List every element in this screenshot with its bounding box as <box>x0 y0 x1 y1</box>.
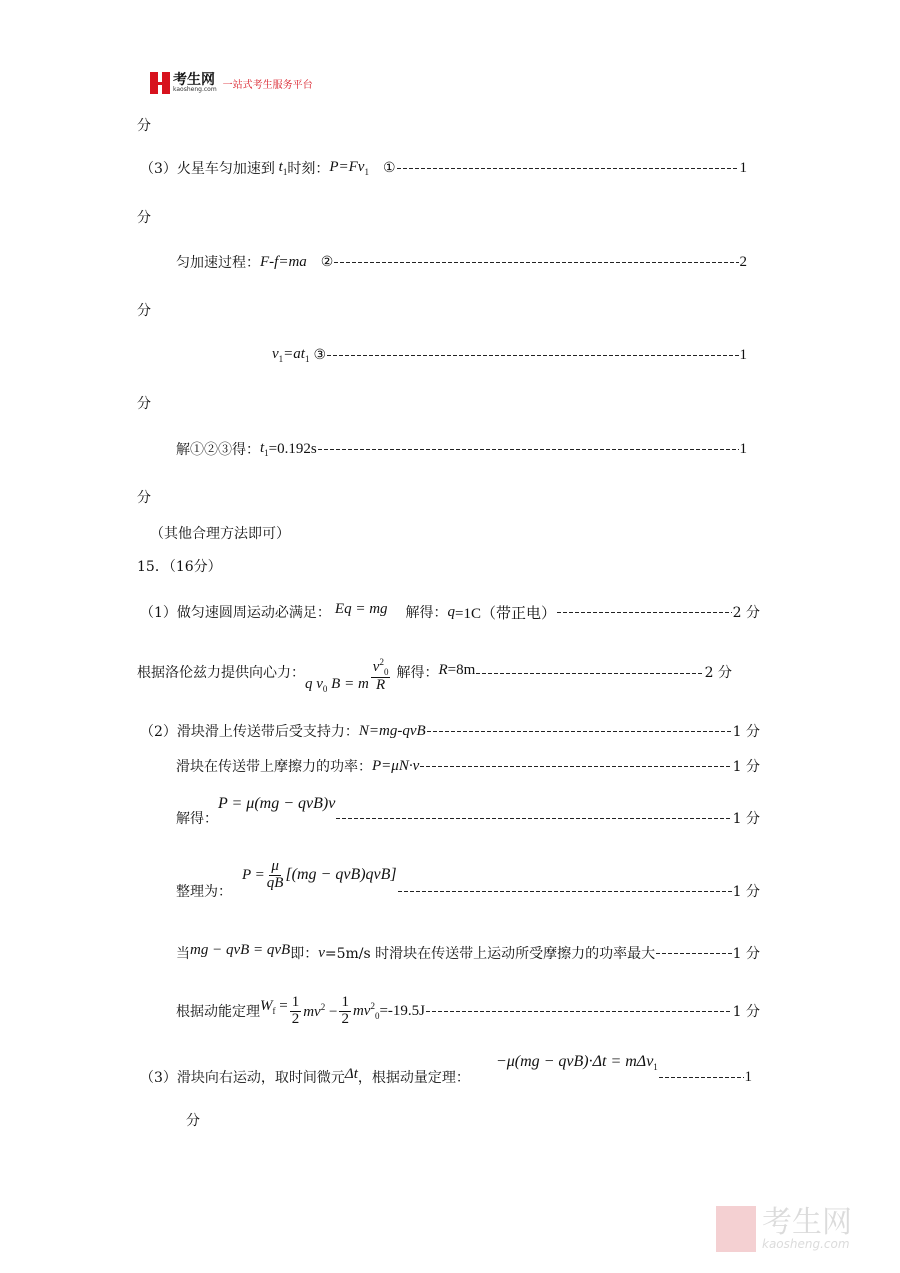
dash-leader <box>656 953 731 954</box>
var: R <box>376 677 386 694</box>
equation: Eq = mg <box>334 600 388 617</box>
kaosheng-logo <box>150 72 313 94</box>
watermark-text: 考生网 <box>762 1205 852 1240</box>
q14-3-line2 <box>176 250 747 274</box>
equation: F-f=ma <box>260 253 307 270</box>
equation: =at <box>283 346 305 362</box>
dash-leader <box>327 355 738 356</box>
sub: 1 <box>364 167 369 177</box>
score-unit: 分 <box>137 210 151 226</box>
fraction <box>339 995 351 1028</box>
sub: 1 <box>282 167 288 177</box>
dash-leader <box>557 612 732 613</box>
var: R <box>438 662 448 678</box>
eq-number: ② <box>320 254 334 270</box>
var-t: t <box>278 159 283 175</box>
var: qB <box>266 874 284 891</box>
text: （3）火星车匀加速到 <box>140 161 275 177</box>
sub: 1 <box>264 448 269 458</box>
logo-mark-icon <box>150 72 170 94</box>
num: 1 <box>341 993 349 1010</box>
score: 1 <box>744 1068 752 1085</box>
dash-leader <box>427 731 732 732</box>
var: mv <box>303 1003 321 1020</box>
score: 2 分 <box>732 605 760 621</box>
dash-leader <box>397 168 739 169</box>
sub: 1 <box>278 354 284 364</box>
score: 1 <box>739 159 747 176</box>
equation: N=mg-qvB <box>358 722 426 739</box>
text: 即： <box>290 946 319 962</box>
score: 1 分 <box>732 759 760 775</box>
text: （2）滑块滑上传送带后受支持力： <box>140 724 359 740</box>
text: =5m/s 时滑块在传送带上运动所受摩擦力的功率最大 <box>324 946 656 962</box>
text: 解①②③得： <box>176 442 260 458</box>
var: v <box>318 944 325 961</box>
score: 1 <box>739 346 747 363</box>
score: 2 <box>739 253 747 270</box>
dash-leader <box>398 891 732 892</box>
fraction <box>371 658 391 694</box>
logo-text: 考生网 <box>173 72 215 88</box>
text: 整理为： <box>176 884 232 900</box>
dash-leader <box>334 262 738 263</box>
watermark-mark-icon <box>716 1206 756 1252</box>
var: Δt <box>344 1065 358 1082</box>
eq-number: ① <box>382 160 396 176</box>
score-unit: 分 <box>137 303 151 319</box>
score: 1 分 <box>732 811 760 827</box>
var: W <box>260 998 273 1014</box>
equation: P = μ(mg − qvB)v <box>218 795 336 812</box>
sup: 2 <box>379 656 384 667</box>
sub: 0 <box>322 684 328 694</box>
dash-leader <box>659 1077 744 1078</box>
text: 根据动能定理 <box>176 1004 260 1020</box>
num: 1 <box>291 993 300 1010</box>
value: =-19.5J <box>379 1002 425 1019</box>
watermark-domain: kaosheng.com <box>762 1237 850 1251</box>
den: 2 <box>291 1010 300 1027</box>
equation: P=Fv <box>329 159 365 175</box>
var: mv <box>352 1003 371 1019</box>
dash-leader <box>420 766 731 767</box>
text: 根据洛伦兹力提供向心力： <box>137 665 305 681</box>
sub: 1 <box>653 1062 658 1073</box>
text: （3）滑块向右运动，取时间微元 <box>140 1070 345 1086</box>
score: 1 分 <box>732 724 760 740</box>
score-unit: 分 <box>137 118 151 134</box>
equation: = <box>275 998 288 1014</box>
fraction <box>267 859 284 892</box>
q14-3-line3 <box>272 343 747 367</box>
text: 匀加速过程： <box>176 255 260 271</box>
q15-part3 <box>140 1052 752 1086</box>
value: =0.192s <box>268 440 317 457</box>
logo-slogan: 一站式考生服务平台 <box>222 79 313 91</box>
text: 滑块在传送带上摩擦力的功率： <box>176 759 372 775</box>
text: （1）做匀速圆周运动必满足： <box>140 605 331 621</box>
q15-part2-line2 <box>176 754 760 778</box>
dash-leader <box>476 673 703 674</box>
score: 1 分 <box>732 884 760 900</box>
operator: − <box>325 1003 338 1020</box>
score: 1 <box>739 440 747 457</box>
sup: 2 <box>370 1001 375 1011</box>
dash-leader <box>318 449 739 450</box>
question-15-title: 15．（16分） <box>137 559 222 575</box>
value: =1C（带正电） <box>455 605 557 622</box>
dash-leader <box>336 818 731 819</box>
sub: 0 <box>374 1011 380 1021</box>
text: 当 <box>176 946 190 962</box>
sup: 2 <box>320 1001 326 1012</box>
text: 时刻： <box>287 161 330 177</box>
score: 2 分 <box>704 665 732 681</box>
var: μ <box>271 857 279 874</box>
text: ，根据动量定理： <box>357 1070 470 1086</box>
watermark-logo <box>716 1206 852 1252</box>
fraction <box>290 995 302 1028</box>
var: q v <box>305 676 323 692</box>
value: =8m <box>447 662 476 678</box>
var: q <box>447 603 456 620</box>
var: v <box>272 346 279 362</box>
sub: 1 <box>304 354 310 364</box>
equation: P=μN·v <box>372 757 420 774</box>
text: 解得： <box>176 811 218 827</box>
text: 解得： <box>405 605 448 621</box>
q15-part2-line1 <box>140 719 760 743</box>
var: v <box>372 658 380 675</box>
q15-part2-line4 <box>176 850 760 900</box>
logo-domain: kaosheng.com <box>173 86 217 93</box>
q15-part1 <box>140 600 760 624</box>
q15-part2-line6 <box>176 988 760 1034</box>
q14-3-line1 <box>140 156 747 180</box>
equation: −μ(mg − qvB)·Δt = mΔv <box>495 1053 654 1071</box>
q15-lorentz <box>137 650 732 700</box>
score-unit: 分 <box>137 396 151 412</box>
eq-number: ③ <box>313 347 327 363</box>
equation: mg − qvB = qvB <box>190 941 291 958</box>
den: 2 <box>341 1010 349 1027</box>
dash-leader <box>426 1011 732 1012</box>
equation: B = m <box>331 676 369 692</box>
q15-part2-line5 <box>176 941 760 965</box>
var: t <box>260 440 265 456</box>
equation: [(mg − qvB)qvB] <box>285 866 397 883</box>
score-unit: 分 <box>137 490 151 506</box>
score-unit: 分 <box>186 1113 200 1129</box>
score: 1 分 <box>732 946 760 962</box>
text: 解得： <box>396 665 439 681</box>
note: （其他合理方法即可） <box>150 526 290 542</box>
sub: f <box>272 1006 276 1016</box>
q14-3-line4 <box>176 437 747 461</box>
score: 1 分 <box>732 1004 760 1020</box>
equation: P = <box>242 866 265 883</box>
sub: 0 <box>383 666 389 677</box>
q15-part2-line3 <box>176 790 760 830</box>
